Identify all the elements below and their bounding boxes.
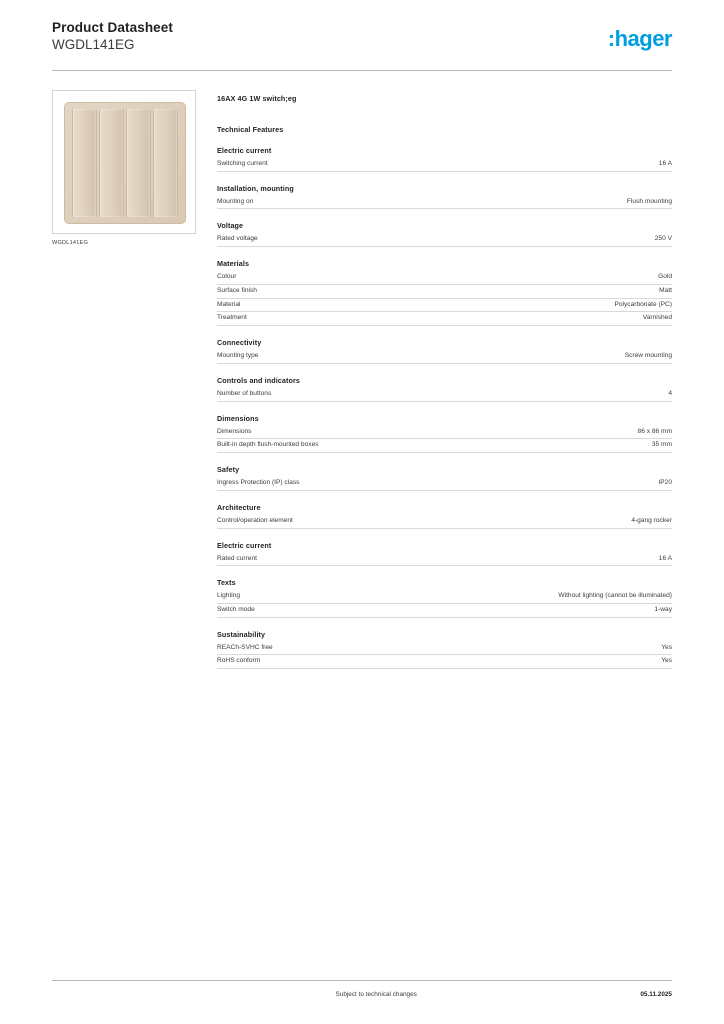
spec-label: Switching current xyxy=(217,160,268,167)
table-row xyxy=(217,642,672,656)
spec-label: Surface finish xyxy=(217,286,257,294)
spec-rows xyxy=(217,590,672,617)
specifications-column xyxy=(217,94,672,681)
spec-rows xyxy=(217,158,672,172)
spec-value: 250 V xyxy=(654,235,672,243)
table-row xyxy=(217,604,672,618)
spec-label: Material xyxy=(217,300,241,308)
product-image-frame xyxy=(52,90,196,234)
spec-rows xyxy=(217,350,672,364)
spec-value: Screw mounting xyxy=(624,352,672,360)
spec-group-texts xyxy=(217,578,672,617)
spec-value: IP20 xyxy=(658,479,672,487)
spec-label: Mounting on xyxy=(217,197,254,205)
spec-group-heading: Dimensions xyxy=(217,413,259,423)
spec-group-voltage xyxy=(217,221,672,247)
spec-label: Treatment xyxy=(217,314,247,322)
spec-label: Number of buttons xyxy=(217,389,272,397)
table-row xyxy=(217,388,672,402)
spec-group-heading: Safety xyxy=(217,465,240,475)
title-block xyxy=(52,20,173,54)
rocker-2 xyxy=(99,109,124,217)
page-header xyxy=(52,20,672,54)
spec-value: 4 xyxy=(668,389,672,397)
table-row xyxy=(217,285,672,299)
table-row xyxy=(217,590,672,604)
spec-label: Control/operation element xyxy=(217,516,293,524)
spec-value: Yes xyxy=(661,657,672,665)
spec-label: Ingress Protection (IP) class xyxy=(217,479,300,487)
spec-label: Rated current xyxy=(217,554,257,562)
product-image-column xyxy=(52,90,196,246)
spec-group-electric-current-rated xyxy=(217,541,672,567)
spec-group-heading: Installation, mounting xyxy=(217,183,294,193)
spec-value: Varnished xyxy=(642,314,672,322)
footer-divider xyxy=(52,980,672,981)
spec-value: Yes xyxy=(661,643,672,651)
spec-rows xyxy=(217,388,672,402)
spec-label: REACh-SVHC free xyxy=(217,643,273,651)
table-row xyxy=(217,233,672,247)
spec-value: Flush mounting xyxy=(626,197,672,205)
spec-rows xyxy=(217,477,672,491)
spec-value: 4-gang rocker xyxy=(631,516,672,524)
spec-group-installation-mounting xyxy=(217,184,672,210)
spec-group-heading: Architecture xyxy=(217,502,261,512)
table-row xyxy=(217,196,672,210)
spec-group-dimensions xyxy=(217,414,672,453)
rocker-4 xyxy=(153,109,178,217)
table-row xyxy=(217,312,672,326)
spec-label: Switch mode xyxy=(217,606,255,614)
technical-features-section xyxy=(217,125,672,134)
spec-rows xyxy=(217,515,672,529)
spec-label: Colour xyxy=(217,273,237,281)
spec-value: 1-way xyxy=(654,606,672,614)
spec-label: Lighting xyxy=(217,592,241,600)
table-row xyxy=(217,350,672,364)
spec-rows xyxy=(217,196,672,210)
product-name: 16AX 4G 1W switch;eg xyxy=(217,94,297,103)
table-row xyxy=(217,515,672,529)
spec-group-materials xyxy=(217,259,672,326)
spec-rows xyxy=(217,271,672,326)
spec-group-heading: Electric current xyxy=(217,540,272,550)
spec-group-electric-current xyxy=(217,146,672,172)
spec-group-heading: Texts xyxy=(217,578,236,588)
table-row xyxy=(217,299,672,313)
product-image-4-gang-rocker-switch xyxy=(64,102,186,224)
page-footer xyxy=(52,991,672,998)
rocker-3 xyxy=(126,109,151,217)
spec-group-architecture xyxy=(217,503,672,529)
spec-group-controls-and-indicators xyxy=(217,376,672,402)
page-title: Product Datasheet xyxy=(52,20,173,35)
spec-group-sustainability xyxy=(217,630,672,669)
spec-label: Mounting type xyxy=(217,352,259,360)
table-row xyxy=(217,439,672,453)
spec-value: Polycarbonate (PC) xyxy=(614,300,672,308)
spec-value: 16 A xyxy=(658,160,672,167)
spec-value: 35 mm xyxy=(651,441,672,449)
table-row xyxy=(217,655,672,669)
product-reference: WGDL141EG xyxy=(52,37,135,53)
spec-value: 86 x 86 mm xyxy=(637,427,672,435)
hager-logo: :hager xyxy=(607,26,672,51)
spec-label: Rated voltage xyxy=(217,235,258,243)
spec-rows xyxy=(217,553,672,567)
spec-group-connectivity xyxy=(217,338,672,364)
spec-label: Built-in depth flush-mounted boxes xyxy=(217,441,319,449)
spec-label: Dimensions xyxy=(217,427,252,435)
spec-value: Matt xyxy=(659,286,672,294)
spec-label: RoHS conform xyxy=(217,657,261,665)
spec-group-heading: Controls and indicators xyxy=(217,375,300,385)
spec-rows xyxy=(217,426,672,453)
spec-rows xyxy=(217,642,672,669)
table-row xyxy=(217,426,672,440)
table-row xyxy=(217,477,672,491)
product-image-caption: WGDL141EG xyxy=(52,240,88,246)
footer-note: Subject to technical changes xyxy=(335,991,417,998)
spec-group-heading: Connectivity xyxy=(217,338,262,348)
spec-group-safety xyxy=(217,465,672,491)
spec-value: 16 A xyxy=(658,554,672,562)
table-row xyxy=(217,158,672,172)
rocker-1 xyxy=(72,109,97,217)
spec-group-heading: Voltage xyxy=(217,221,244,231)
spec-group-heading: Electric current xyxy=(217,146,272,155)
spec-value: Without lighting (cannot be illuminated) xyxy=(558,592,672,600)
spec-group-heading: Sustainability xyxy=(217,629,266,639)
spec-group-heading: Materials xyxy=(217,259,250,269)
technical-features-heading: Technical Features xyxy=(217,125,284,134)
footer-date: 05.11.2025 xyxy=(640,991,672,998)
spec-value: Gold xyxy=(658,273,672,281)
header-divider xyxy=(52,70,672,71)
table-row xyxy=(217,553,672,567)
table-row xyxy=(217,271,672,285)
spec-rows xyxy=(217,233,672,247)
